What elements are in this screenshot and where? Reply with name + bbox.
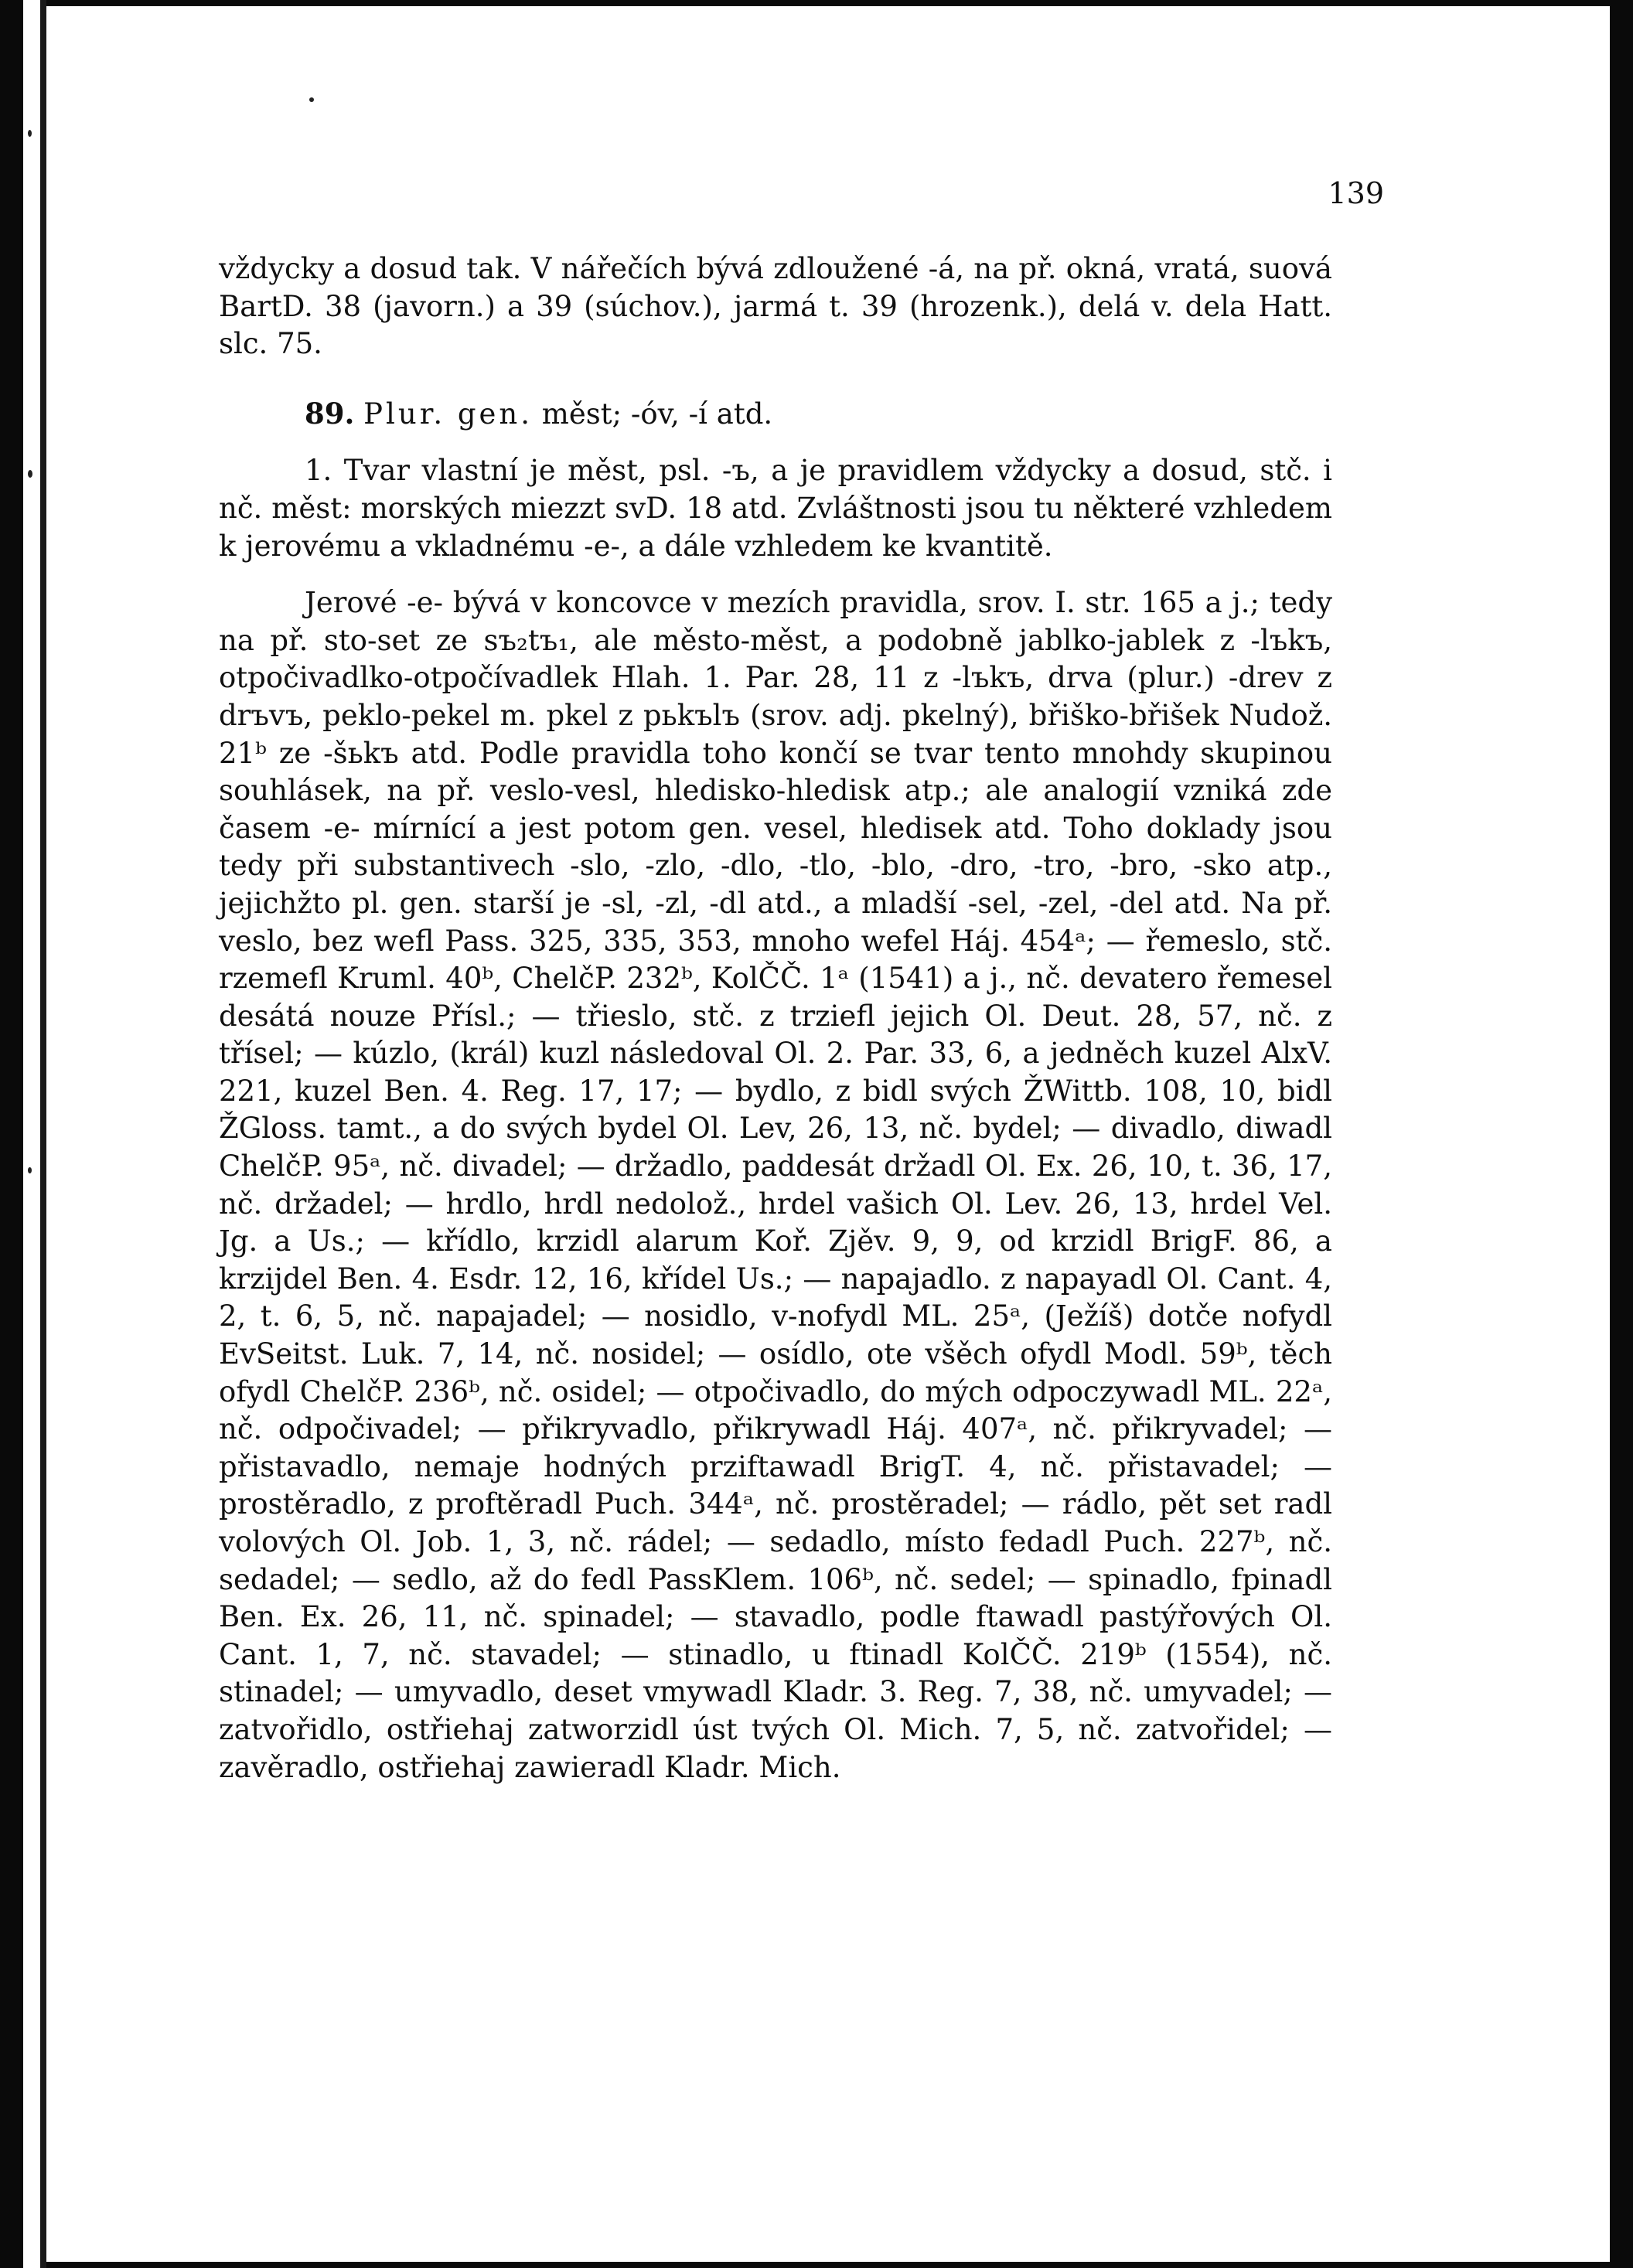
scan-speck [28, 470, 32, 478]
section-number: 89. [305, 396, 355, 431]
scan-border-top [0, 0, 1633, 6]
scan-speck [28, 1167, 32, 1173]
scan-border-bottom [0, 2262, 1633, 2268]
scan-speck [28, 130, 32, 137]
spacer [219, 363, 1332, 395]
body-text [219, 250, 1332, 1786]
paragraph-2: Jerové -e- bývá v koncovce v mezích pravidla, srov. I. str. 165 a j.; tedy na př. sto-set ze sъ₂tъ₁, ale město-měst, a podobně jablko-jablek z -lъkъ, otpočivadlko-otpočívadlek Hlah. 1. Par. 28, 11 z -lъkъ, drva (plur.) -drev z drъvъ, peklo-pekel m. pkel z pьkъlъ (srov. adj. pkelný), břiško-břišek Nudož. 21ᵇ ze -šьkъ atd. Podle pravidla toho končí se tvar tento mnohdy skupinou souhlásek, na př. veslo-vesl, hledisko-hledisk atp.; ale analogií vzniká zde časem -e- mírnící a jest potom gen. vesel, hledisek atd. Toho doklady jsou tedy při substantivech -slo, -zlo, -dlo, -tlo, -blo, -dro, -tro, -bro, -sko atp., jejichžto pl. gen. starší je -sl, -zl, -dl atd., a mladší -sel, -zel, -del atd. Na př. veslo, bez wefl Pass. 325, 335, 353, mnoho wefel Háj. 454ᵃ; — řemeslo, stč. rzemefl Kruml. 40ᵇ, ChelčP. 232ᵇ, KolČČ. 1ᵃ (1541) a j., nč. devatero řemesel desátá nouze Přísl.; — třieslo, stč. z trziefl jejich Ol. Deut. 28, 57, nč. z třísel; — kúzlo, (král) kuzl následoval Ol. 2. Par. 33, 6, a jedněch kuzel AlxV. 221, kuzel Ben. 4. Reg. 17, 17; — bydlo, z bidl svých ŽWittb. 108, 10, bidl ŽGloss. tamt., a do svých bydel Ol. Lev, 26, 13, nč. bydel; — divadlo, diwadl ChelčP. 95ᵃ, nč. divadel; — držadlo, paddesát držadl Ol. Ex. 26, 10, t. 36, 17, nč. držadel; — hrdlo, hrdl nedolož., hrdel vašich Ol. Lev. 26, 13, hrdel Vel. Jg. a Us.; — křídlo, krzidl alarum Koř. Zjěv. 9, 9, od krzidl BrigF. 86, a krzijdel Ben. 4. Esdr. 12, 16, křídel Us.; — napajadlo. z napayadl Ol. Cant. 4, 2, t. 6, 5, nč. napajadel; — nosidlo, v-nofydl ML. 25ᵃ, (Ježíš) dotče nofydl EvSeitst. Luk. 7, 14, nč. nosidel; — osídlo, ote všěch ofydl Modl. 59ᵇ, těch ofydl ChelčP. 236ᵇ, nč. osidel; — otpočivadlo, do mých odpoczywadl ML. 22ᵃ, nč. odpočivadel; — přikryvadlo, přikrywadl Háj. 407ᵃ, nč. přikryvadel; — přistavadlo, nemaje hodných prziftawadl BrigT. 4, nč. přistavadel; — prostěradlo, z proftěradl Puch. 344ᵃ, nč. prostěradel; — rádlo, pět set radl volových Ol. Job. 1, 3, nč. rádel; — sedadlo, místo fedadl Puch. 227ᵇ, nč. sedadel; — sedlo, až do fedl PassKlem. 106ᵇ, nč. sedel; — spinadlo, fpinadl Ben. Ex. 26, 11, nč. spinadel; — stavadlo, podle ftawadl pastýřových Ol. Cant. 1, 7, nč. stavadel; — stinadlo, u ftinadl KolČČ. 219ᵇ (1554), nč. stinadel; — umyvadlo, deset vmywadl Kladr. 3. Reg. 7, 38, nč. umyvadel; — zatvořidlo, ostřiehaj zatworzidl úst tvých Ol. Mich. 7, 5, nč. zatvořidel; — zavěradlo, ostřiehaj zawieradl Kladr. Mich. [219, 586, 1332, 1784]
scan-border-left-inner [40, 0, 46, 2268]
scan-border-left-gap [23, 0, 40, 2268]
spacer [219, 433, 1332, 452]
carryover-paragraph: vždycky a dosud tak. V nářečích bývá zdloužené -á, na př. okná, vratá, suová BartD. 38 (javorn.) a 39 (súchov.), jarmá t. 39 (hrozenk.), delá v. dela Hatt. slc. 75. [219, 252, 1332, 361]
scan-border-left [0, 0, 23, 2268]
page-number: 139 [1328, 176, 1384, 210]
section-heading [219, 395, 1332, 434]
scan-speck [309, 97, 314, 102]
paragraph-1: 1. Tvar vlastní je měst, psl. -ъ, a je pravidlem vždycky a dosud, stč. i nč. měst: morských miezzt svD. 18 atd. Zvláštnosti jsou tu některé vzhledem k jerovému a vkladnému -e-, a dále vzhledem ke kvantitě. [219, 454, 1332, 563]
section-heading-rest: měst; -óv, -í atd. [541, 397, 773, 431]
spacer [219, 565, 1332, 584]
scan-border-right [1610, 0, 1633, 2268]
section-label: Plur. gen. [363, 397, 534, 431]
